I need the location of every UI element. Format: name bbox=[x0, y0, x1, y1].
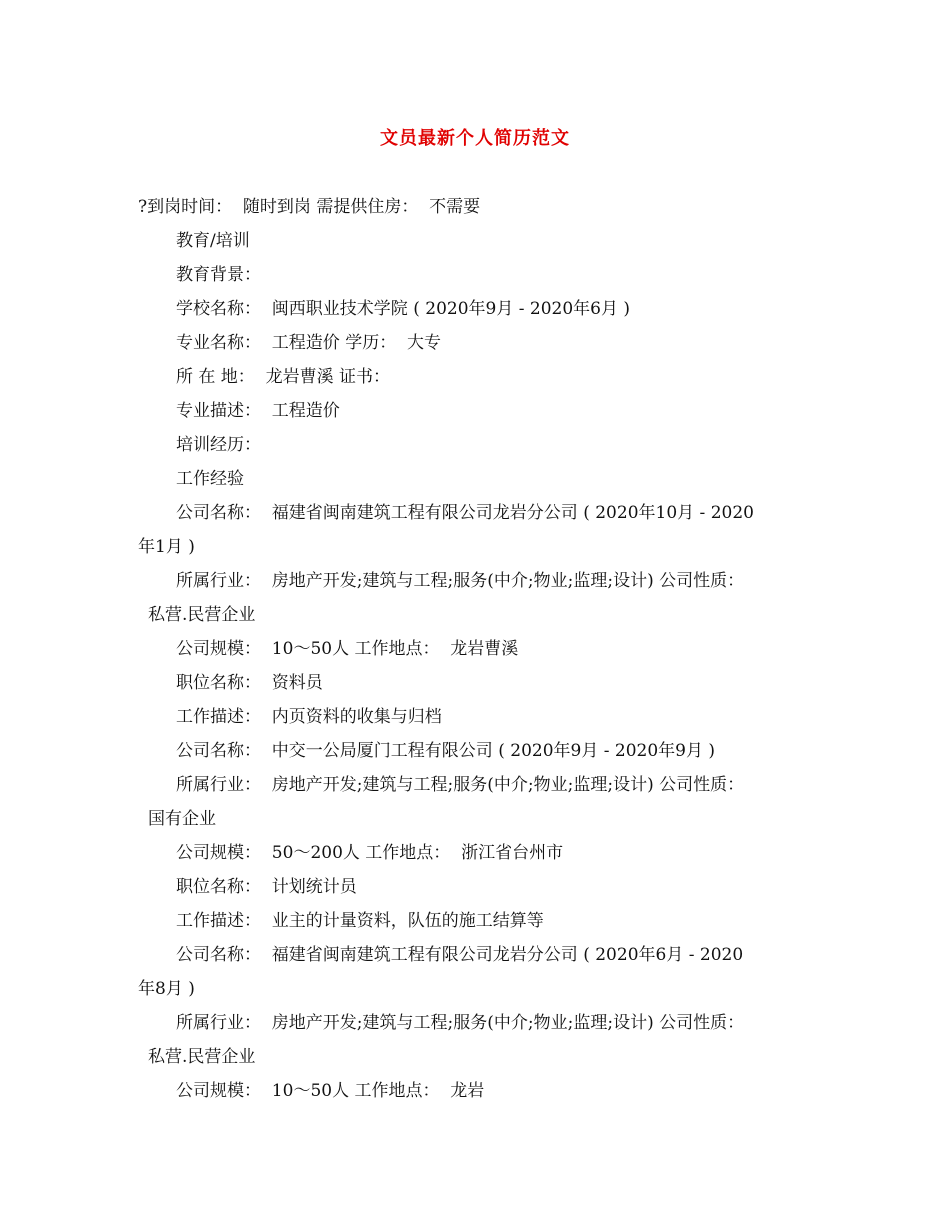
body-line: 所属行业： 房地产开发;建筑与工程;服务(中介;物业;监理;设计) 公司性质： bbox=[176, 775, 745, 795]
body-line: 职位名称： 资料员 bbox=[176, 673, 323, 693]
body-line: 公司名称： 福建省闽南建筑工程有限公司龙岩分公司 ( 2020年10月 - 2020 bbox=[176, 503, 754, 523]
body-line: 年1月 ) bbox=[138, 537, 195, 557]
body-line: 公司名称： 中交一公局厦门工程有限公司 ( 2020年9月 - 2020年9月 ) bbox=[176, 741, 715, 761]
body-line: 所 在 地： 龙岩曹溪 证书： bbox=[176, 367, 391, 387]
body-line: 私营.民营企业 bbox=[148, 605, 256, 625]
body-line: 公司规模： 10～50人 工作地点： 龙岩 bbox=[176, 1081, 485, 1101]
body-line: 工作经验 bbox=[176, 469, 244, 489]
body-line: 公司名称： 福建省闽南建筑工程有限公司龙岩分公司 ( 2020年6月 - 2020 bbox=[176, 945, 744, 965]
body-line: 公司规模： 10～50人 工作地点： 龙岩曹溪 bbox=[176, 639, 519, 659]
document-title: 文员最新个人简历范文 bbox=[380, 128, 570, 149]
body-line: 教育/培训 bbox=[176, 231, 250, 251]
body-line: 专业名称： 工程造价 学历： 大专 bbox=[176, 333, 442, 353]
document-body bbox=[138, 190, 818, 1108]
body-line: 所属行业： 房地产开发;建筑与工程;服务(中介;物业;监理;设计) 公司性质： bbox=[176, 1013, 745, 1033]
body-line: 国有企业 bbox=[148, 809, 216, 829]
body-line: 私营.民营企业 bbox=[148, 1047, 256, 1067]
body-line: 培训经历： bbox=[176, 435, 261, 455]
body-line: 所属行业： 房地产开发;建筑与工程;服务(中介;物业;监理;设计) 公司性质： bbox=[176, 571, 745, 591]
body-line: 学校名称： 闽西职业技术学院 ( 2020年9月 - 2020年6月 ) bbox=[176, 299, 630, 319]
body-line: 职位名称： 计划统计员 bbox=[176, 877, 357, 897]
body-line: 工作描述： 业主的计量资料，队伍的施工结算等 bbox=[176, 911, 544, 931]
body-line: 专业描述： 工程造价 bbox=[176, 401, 340, 421]
body-line: ?到岗时间： 随时到岗 需提供住房： 不需要 bbox=[138, 197, 481, 217]
body-line: 年8月 ) bbox=[138, 979, 195, 999]
body-line: 教育背景： bbox=[176, 265, 261, 285]
body-line: 工作描述： 内页资料的收集与归档 bbox=[176, 707, 442, 727]
body-line: 公司规模： 50～200人 工作地点： 浙江省台州市 bbox=[176, 843, 564, 863]
